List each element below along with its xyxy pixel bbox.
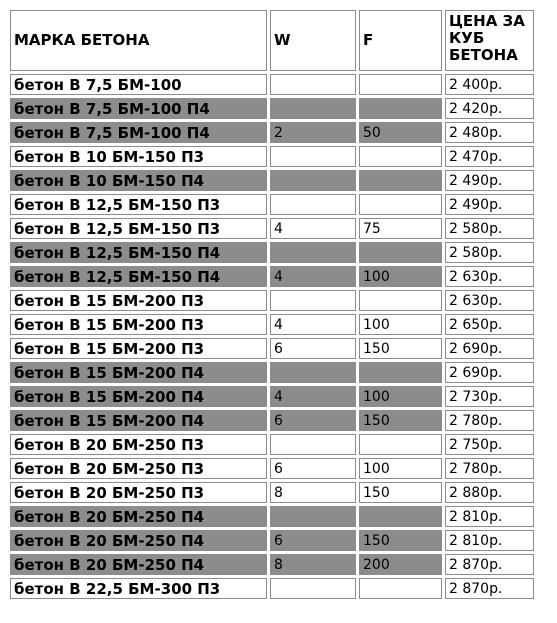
table-header-row [10, 10, 534, 71]
cell-price: 2 650р. [445, 314, 534, 335]
cell-w: 2 [270, 122, 356, 143]
cell-f: 75 [359, 218, 442, 239]
cell-brand: бетон В 7,5 БМ-100 П4 [10, 122, 267, 143]
cell-f [359, 242, 442, 263]
cell-price: 2 810р. [445, 530, 534, 551]
table-row [10, 482, 534, 503]
cell-brand: бетон В 10 БМ-150 П3 [10, 146, 267, 167]
cell-price: 2 810р. [445, 506, 534, 527]
table-row [10, 410, 534, 431]
cell-f: 150 [359, 410, 442, 431]
cell-w: 8 [270, 482, 356, 503]
cell-w [270, 74, 356, 95]
cell-brand: бетон В 15 БМ-200 П4 [10, 410, 267, 431]
cell-f: 100 [359, 266, 442, 287]
cell-price: 2 690р. [445, 362, 534, 383]
cell-f [359, 194, 442, 215]
cell-f [359, 506, 442, 527]
table-row [10, 146, 534, 167]
table-row [10, 458, 534, 479]
cell-price: 2 580р. [445, 242, 534, 263]
table-row [10, 122, 534, 143]
cell-w: 4 [270, 266, 356, 287]
cell-price: 2 400р. [445, 74, 534, 95]
cell-brand: бетон В 20 БМ-250 П3 [10, 458, 267, 479]
table-row [10, 338, 534, 359]
table-row [10, 554, 534, 575]
table-row [10, 194, 534, 215]
cell-price: 2 580р. [445, 218, 534, 239]
cell-f [359, 98, 442, 119]
cell-brand: бетон В 12,5 БМ-150 П4 [10, 242, 267, 263]
cell-w [270, 146, 356, 167]
cell-brand: бетон В 20 БМ-250 П3 [10, 482, 267, 503]
cell-f [359, 362, 442, 383]
cell-brand: бетон В 7,5 БМ-100 [10, 74, 267, 95]
table-row [10, 266, 534, 287]
cell-brand: бетон В 10 БМ-150 П4 [10, 170, 267, 191]
cell-f: 150 [359, 530, 442, 551]
header-f: F [359, 10, 442, 71]
table-row [10, 578, 534, 599]
cell-f [359, 434, 442, 455]
cell-price: 2 630р. [445, 290, 534, 311]
table-row [10, 74, 534, 95]
cell-brand: бетон В 15 БМ-200 П3 [10, 290, 267, 311]
cell-w [270, 242, 356, 263]
cell-w: 8 [270, 554, 356, 575]
table-row [10, 434, 534, 455]
cell-w [270, 290, 356, 311]
cell-price: 2 750р. [445, 434, 534, 455]
cell-price: 2 880р. [445, 482, 534, 503]
cell-price: 2 730р. [445, 386, 534, 407]
cell-brand: бетон В 15 БМ-200 П4 [10, 362, 267, 383]
cell-w [270, 170, 356, 191]
cell-f: 100 [359, 386, 442, 407]
cell-price: 2 780р. [445, 458, 534, 479]
cell-brand: бетон В 20 БМ-250 П4 [10, 530, 267, 551]
cell-price: 2 490р. [445, 194, 534, 215]
cell-price: 2 630р. [445, 266, 534, 287]
cell-brand: бетон В 15 БМ-200 П3 [10, 314, 267, 335]
cell-w: 4 [270, 386, 356, 407]
cell-brand: бетон В 12,5 БМ-150 П4 [10, 266, 267, 287]
cell-w: 6 [270, 458, 356, 479]
cell-price: 2 870р. [445, 554, 534, 575]
cell-f: 150 [359, 482, 442, 503]
cell-w [270, 194, 356, 215]
cell-w: 6 [270, 530, 356, 551]
cell-f: 200 [359, 554, 442, 575]
cell-brand: бетон В 20 БМ-250 П4 [10, 506, 267, 527]
cell-f [359, 290, 442, 311]
cell-brand: бетон В 12,5 БМ-150 П3 [10, 194, 267, 215]
table-row [10, 290, 534, 311]
cell-f [359, 170, 442, 191]
cell-brand: бетон В 15 БМ-200 П3 [10, 338, 267, 359]
cell-f [359, 146, 442, 167]
table-row [10, 170, 534, 191]
cell-f: 100 [359, 314, 442, 335]
cell-price: 2 690р. [445, 338, 534, 359]
concrete-price-table [7, 7, 537, 602]
cell-w [270, 578, 356, 599]
cell-w [270, 362, 356, 383]
table-row [10, 218, 534, 239]
cell-price: 2 870р. [445, 578, 534, 599]
cell-w: 4 [270, 314, 356, 335]
cell-f: 150 [359, 338, 442, 359]
cell-price: 2 420р. [445, 98, 534, 119]
table-row [10, 362, 534, 383]
cell-f [359, 74, 442, 95]
header-brand: МАРКА БЕТОНА [10, 10, 267, 71]
cell-brand: бетон В 7,5 БМ-100 П4 [10, 98, 267, 119]
cell-brand: бетон В 20 БМ-250 П3 [10, 434, 267, 455]
cell-w [270, 98, 356, 119]
cell-brand: бетон В 20 БМ-250 П4 [10, 554, 267, 575]
cell-w: 6 [270, 338, 356, 359]
cell-brand: бетон В 15 БМ-200 П4 [10, 386, 267, 407]
cell-f [359, 578, 442, 599]
table-row [10, 530, 534, 551]
cell-brand: бетон В 12,5 БМ-150 П3 [10, 218, 267, 239]
cell-price: 2 470р. [445, 146, 534, 167]
header-w: W [270, 10, 356, 71]
header-price: ЦЕНА ЗА КУБ БЕТОНА [445, 10, 534, 71]
cell-price: 2 480р. [445, 122, 534, 143]
table-row [10, 314, 534, 335]
table-row [10, 242, 534, 263]
cell-price: 2 780р. [445, 410, 534, 431]
cell-f: 100 [359, 458, 442, 479]
cell-w [270, 434, 356, 455]
cell-brand: бетон В 22,5 БМ-300 П3 [10, 578, 267, 599]
cell-w: 6 [270, 410, 356, 431]
table-row [10, 506, 534, 527]
cell-f: 50 [359, 122, 442, 143]
cell-price: 2 490р. [445, 170, 534, 191]
table-row [10, 386, 534, 407]
cell-w: 4 [270, 218, 356, 239]
table-row [10, 98, 534, 119]
cell-w [270, 506, 356, 527]
